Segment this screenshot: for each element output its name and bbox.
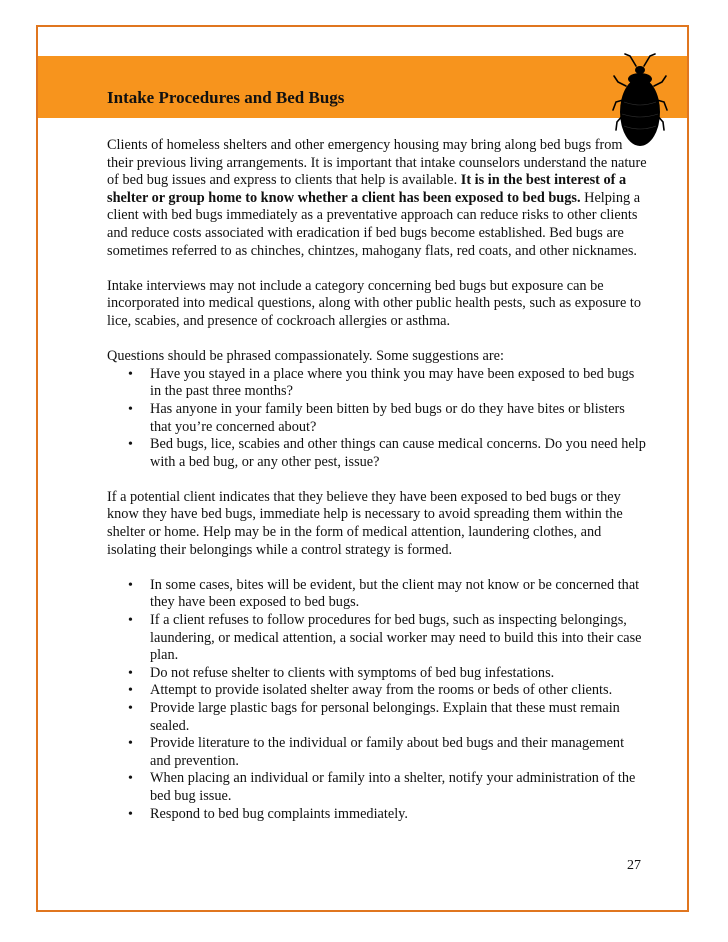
list-item: • Do not refuse shelter to clients with symptoms of bed bug infestations. — [128, 664, 555, 681]
bullet-icon: • — [128, 366, 133, 382]
interview-paragraph: Intake interviews may not include a category concerning bed bugs but exposure can be incorporated into medical questions, along with other public health pests, such as exposure to lice, scabies, and presence of cockroach allergies or asthma. — [107, 277, 642, 329]
guidelines-list — [107, 577, 647, 823]
page-title: Intake Procedures and Bed Bugs — [107, 88, 345, 107]
intro-bold-text: It is in the best interest of a shelter or group home to know whether a client has been exposed to bed bugs. — [107, 172, 627, 206]
bullet-icon: • — [128, 577, 133, 593]
bullet-icon: • — [128, 665, 133, 681]
bullet-icon: • — [128, 683, 133, 699]
list-item: • Bed bugs, lice, scabies and other things can cause medical concerns. Do you need help with a bed bug, or any other pest, issue? — [128, 436, 646, 470]
bullet-icon: • — [128, 806, 133, 822]
bullet-icon: • — [128, 771, 133, 787]
bullet-icon: • — [128, 701, 133, 716]
bullet-icon: • — [128, 613, 133, 629]
page-number: 27 — [627, 858, 641, 873]
questions-list — [107, 366, 647, 472]
bullet-icon: • — [128, 437, 133, 453]
main-content — [107, 137, 647, 823]
bullet-icon: • — [128, 736, 133, 752]
intro-text-continued: Helping a client with bed bugs immediately as a preventative approach can reduce risks to other clients and reduce costs associated with eradication if bed bugs become established. Bed bugs are sometimes referred to as chinches, chintzes, mahogany flats, red coats, and other nicknames. — [107, 189, 641, 259]
intro-paragraph — [107, 137, 647, 260]
list-item: • In some cases, bites will be evident, but the client may not know or be concerned that they have been exposed to bed bugs. — [128, 576, 640, 611]
list-item: • When placing an individual or family into a shelter, notify your administration of the bed bug issue. — [128, 770, 636, 804]
list-item: • Has anyone in your family been bitten by bed bugs or do they have bites or blisters that you’re concerned about? — [128, 400, 625, 435]
list-item: • Have you stayed in a place where you think you may have been exposed to bed bugs in the past three months? — [128, 365, 635, 400]
bullet-icon: • — [128, 401, 133, 417]
list-item: • Respond to bed bug complaints immediately. — [128, 805, 408, 822]
exposure-paragraph: If a potential client indicates that they believe they have been exposed to bed bugs or they know they have bed bugs, immediate help is necessary to avoid spreading them within the shelter or home. Help may be in the form of medical attention, laundering clothes, and isolating their belongings while a control strategy is formed. — [107, 488, 623, 558]
list-item: • Provide literature to the individual or family about bed bugs and their management and prevention. — [128, 735, 625, 769]
list-item: • Provide large plastic bags for personal belongings. Explain that these must remain sealed. — [128, 700, 620, 734]
questions-intro: Questions should be phrased compassionately. Some suggestions are: — [107, 348, 504, 365]
intro-text: Clients of homeless shelters and other emergency housing may bring along bed bugs from their previous living arrangements. It is important that intake counselors understand the nature of bed bug issues and express to clients that help is available. — [107, 137, 647, 189]
list-item: • If a client refuses to follow procedures for bed bugs, such as inspecting belongings, laundering, or medical attention, a social worker may need to build this into their case plan. — [128, 612, 642, 664]
list-item: • Attempt to provide isolated shelter away from the rooms or beds of other clients. — [128, 682, 613, 699]
